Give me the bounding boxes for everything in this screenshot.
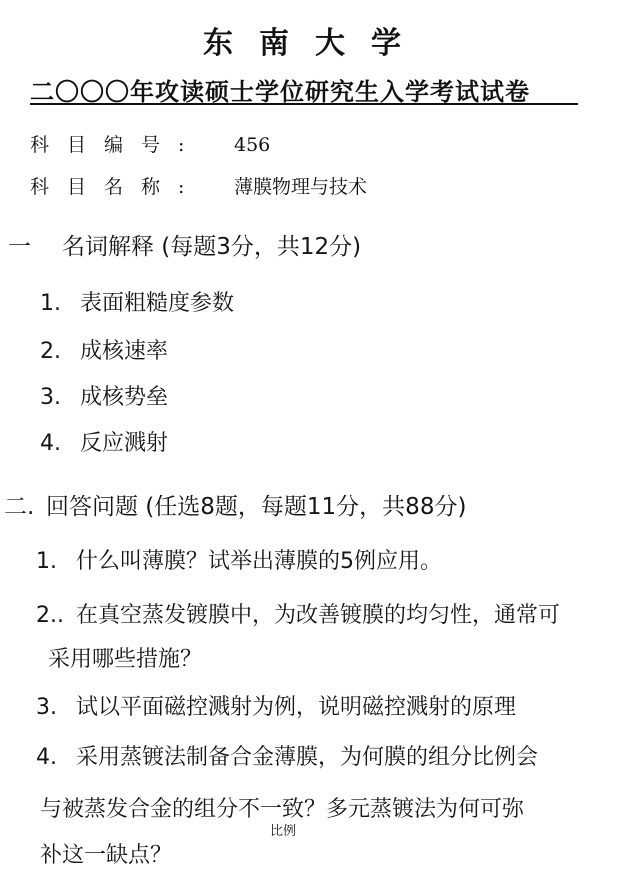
section1-title: 名词解释 (每题3分，共12分)	[62, 234, 362, 260]
section2-title: 回答问题 (任选8题，每题11分，共88分)	[46, 494, 467, 520]
question-1	[36, 544, 442, 575]
subject-code-row	[30, 130, 270, 157]
handwritten-insertion: 比例	[270, 824, 297, 839]
subject-code-label: 科目编号:	[30, 134, 203, 156]
item-number: 1.	[40, 291, 61, 316]
subject-name-label: 科目名称:	[30, 176, 203, 198]
question-number: 3.	[36, 695, 57, 720]
question-2-cont	[48, 642, 202, 673]
item-text: 成核速率	[80, 339, 169, 364]
question-4	[36, 740, 538, 771]
section1-marker: 一	[8, 234, 31, 260]
question-text-line1: 在真空蒸发镀膜中，为改善镀膜的均匀性，通常可	[76, 603, 561, 628]
list-item	[40, 380, 168, 411]
question-number: 1.	[36, 549, 57, 574]
question-text: 试以平面磁控溅射为例，说明磁控溅射的原理	[76, 695, 517, 720]
item-text: 表面粗糙度参数	[80, 291, 235, 316]
list-item	[40, 426, 168, 457]
item-number: 4.	[40, 431, 61, 456]
item-text: 反应溅射	[80, 431, 169, 456]
university-title: 东南大学	[203, 26, 427, 61]
question-4-cont	[40, 792, 524, 823]
exam-subtitle: 二〇〇〇年攻读硕士学位研究生入学考试试卷	[30, 77, 530, 106]
question-text-line1: 采用蒸镀法制备合金薄膜，为何膜的组分比例会	[76, 745, 539, 770]
question-number: 2..	[36, 603, 64, 628]
subject-code-value: 456	[234, 134, 271, 156]
subject-name-value: 薄膜物理与技术	[234, 176, 368, 198]
question-4-note	[270, 820, 296, 839]
item-number: 2.	[40, 339, 61, 364]
question-2	[36, 598, 560, 629]
question-4-cont2	[40, 838, 172, 869]
section1-heading	[8, 228, 361, 261]
item-number: 3.	[40, 385, 61, 410]
section2-heading	[4, 488, 466, 521]
question-text: 什么叫薄膜？试举出薄膜的5例应用。	[76, 549, 442, 574]
list-item	[40, 334, 168, 365]
question-3	[36, 690, 516, 721]
question-text-line3: 补这一缺点？	[40, 843, 173, 868]
list-item	[40, 286, 234, 317]
question-text-line2: 采用哪些措施？	[48, 647, 203, 672]
question-number: 4.	[36, 745, 57, 770]
item-text: 成核势垒	[80, 385, 169, 410]
subject-name-row	[30, 172, 367, 199]
title-underline	[30, 103, 578, 105]
section2-marker: 二.	[4, 494, 35, 520]
question-text-line2: 与被蒸发合金的组分不一致？多元蒸镀法为何可弥	[40, 797, 525, 822]
